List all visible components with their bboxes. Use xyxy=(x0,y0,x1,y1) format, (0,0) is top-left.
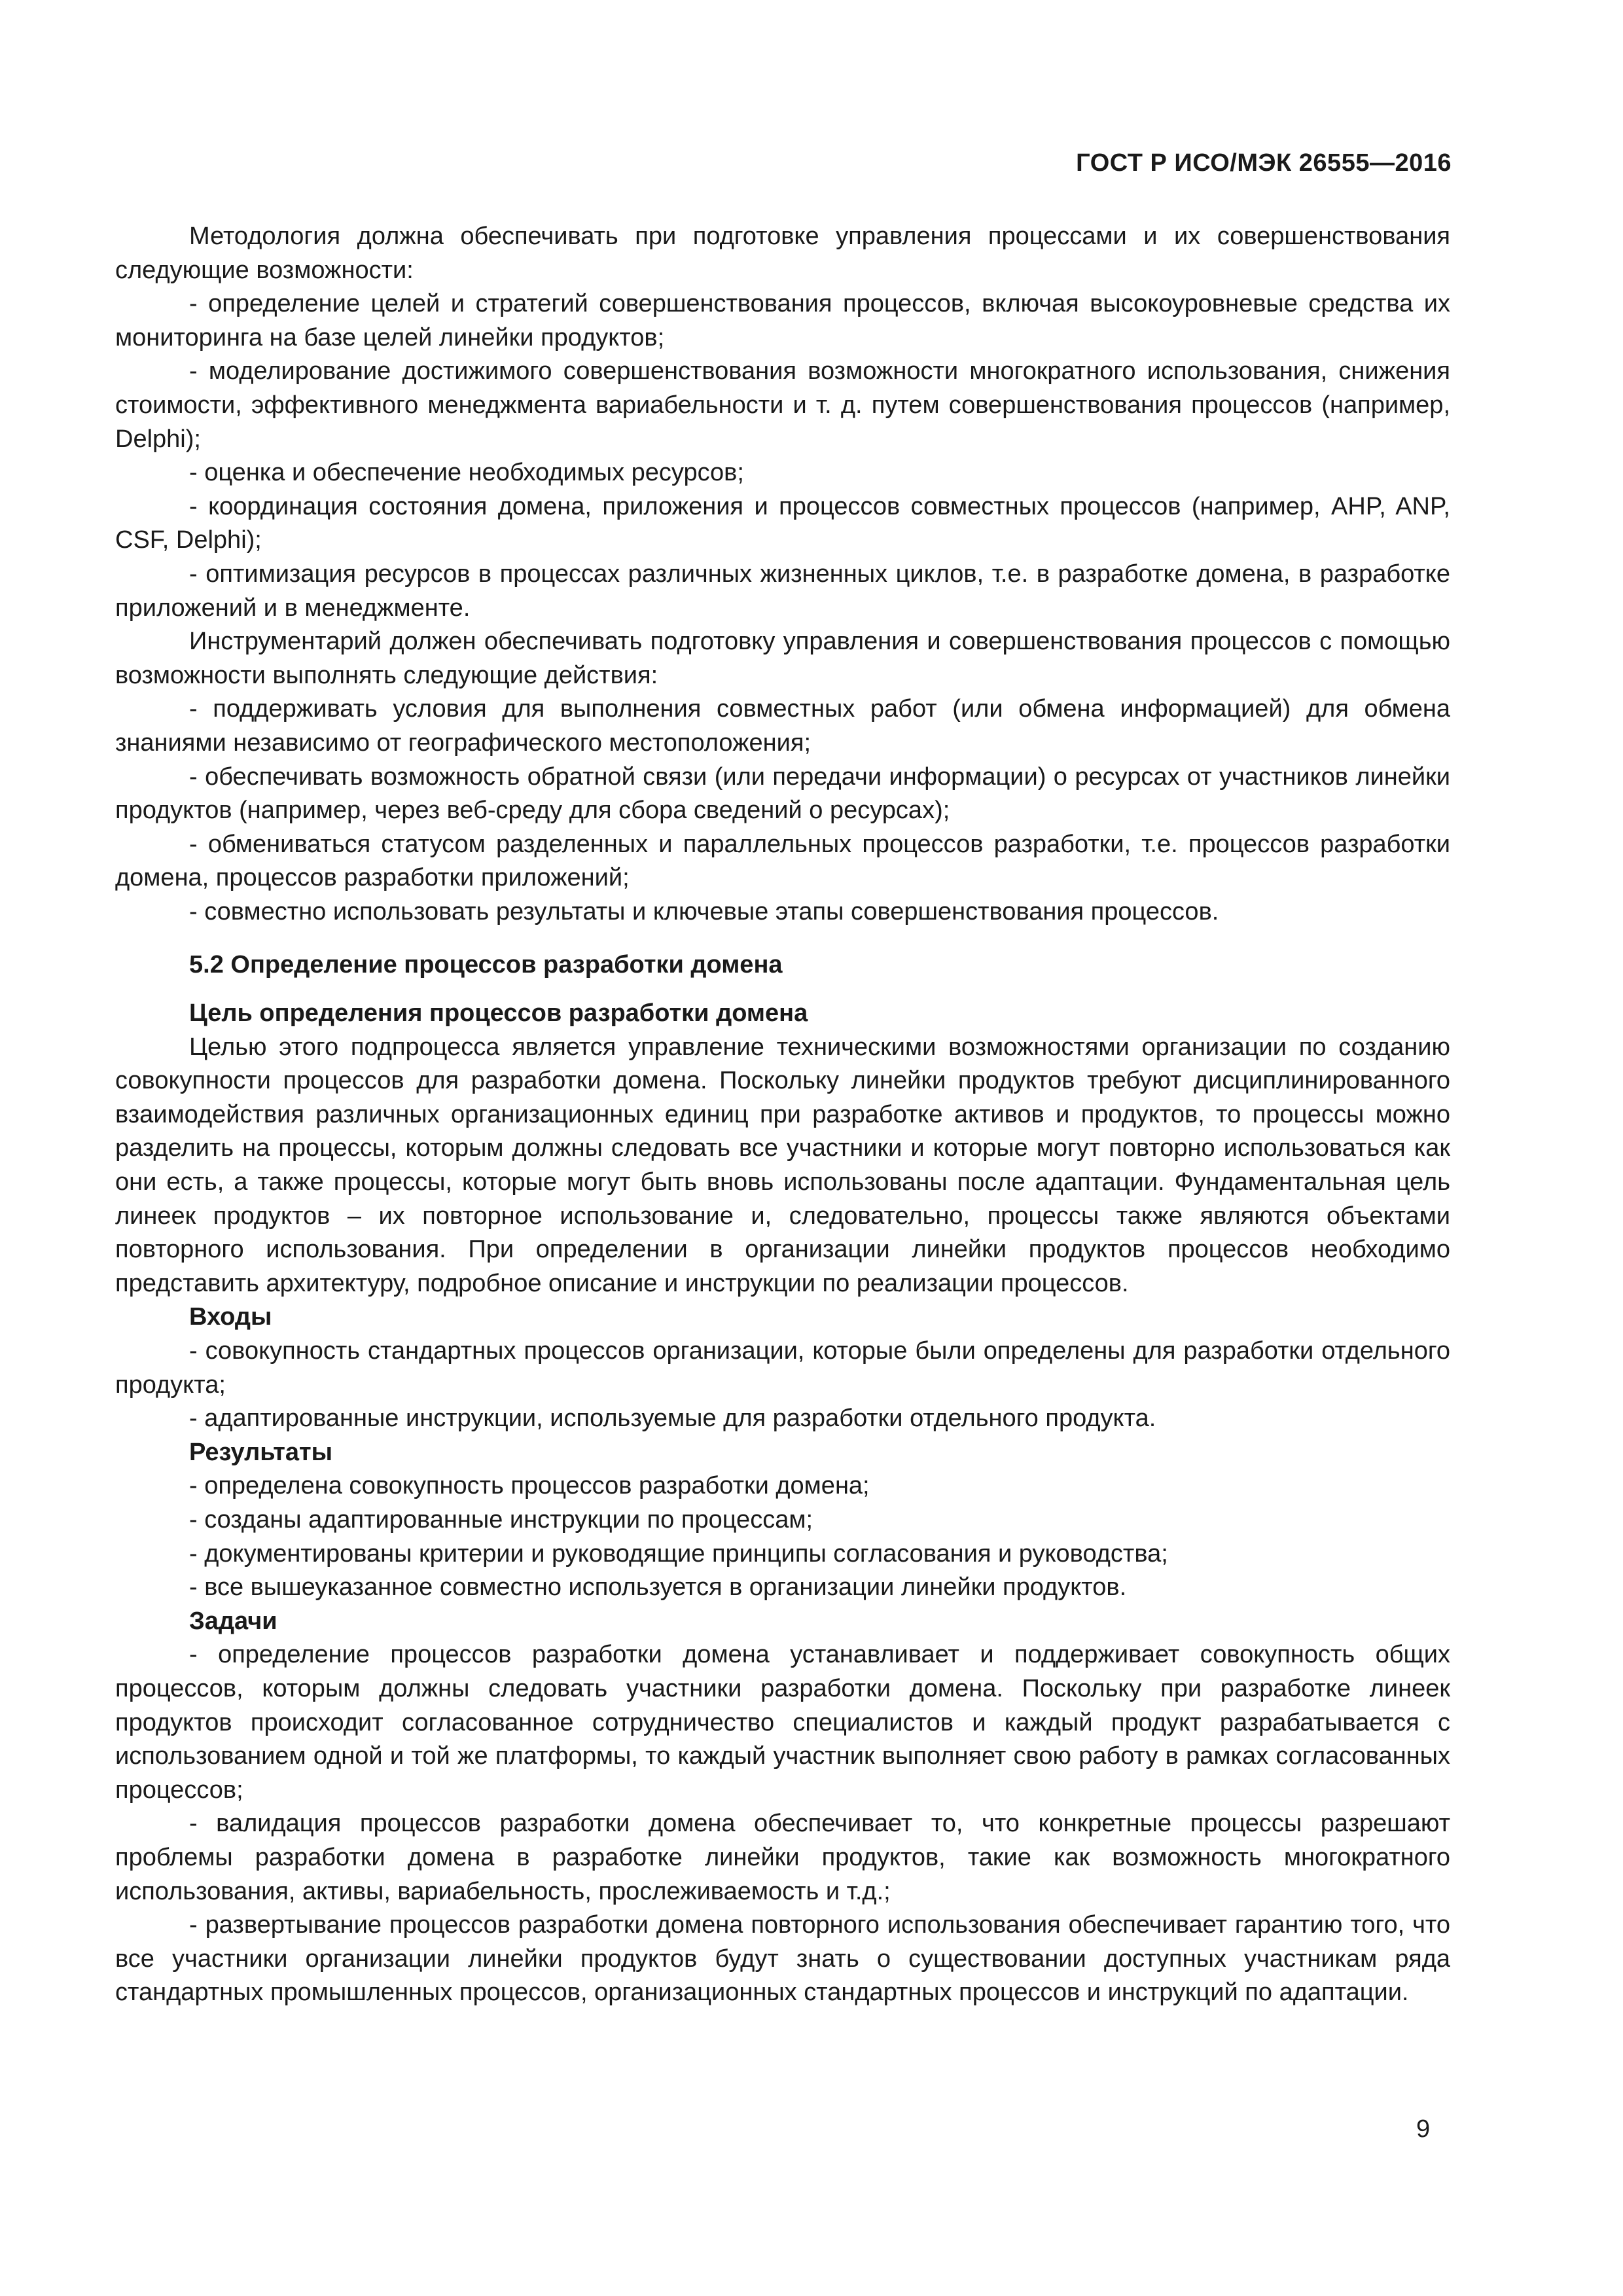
section-title: 5.2 Определение процессов разработки домена xyxy=(189,951,783,979)
purpose-heading: Цель определения процессов разработки домена xyxy=(189,999,808,1028)
intro-list-item: - обмениваться статусом разделенных и параллельных процессов разработки, т.е. процессов разработки домена, процессов разработки приложений; xyxy=(115,830,1450,892)
intro-paragraph: Инструментарий должен обеспечивать подготовку управления и совершенствования процессов с помощью возможности выполнять следующие действия: xyxy=(115,628,1450,689)
intro-list-item: - совместно использовать результаты и ключевые этапы совершенствования процессов. xyxy=(189,897,1219,925)
results-list-item: - документированы критерии и руководящие принципы согласования и руководства; xyxy=(189,1539,1168,1568)
document-body xyxy=(115,220,1450,2010)
tasks-heading: Задачи xyxy=(189,1607,277,1635)
intro-list-item: - оптимизация ресурсов в процессах различных жизненных циклов, т.е. в разработке домена, в разработке приложений и в менеджменте. xyxy=(115,560,1450,622)
intro-list-item: - определение целей и стратегий совершенствования процессов, включая высокоуровневые средства их мониторинга на базе целей линейки продуктов; xyxy=(115,290,1450,351)
results-list-item: - созданы адаптированные инструкции по процессам; xyxy=(189,1505,813,1534)
tasks-list-item: - определение процессов разработки домена устанавливает и поддерживает совокупность общих процессов, которым должны следовать участники разработки домена. Поскольку при разработке линеек продуктов происходит согласованное сотрудничество специалистов и каждый продукт разрабатывается с использованием одной и той же платформы, то каждый участник выполняет свою работу в рамках согласованных процессов; xyxy=(115,1641,1450,1804)
intro-list-item: - оценка и обеспечение необходимых ресурсов; xyxy=(189,459,744,487)
purpose-text: Целью этого подпроцесса является управление техническими возможностями организации по созданию совокупности процессов для разработки домена. Поскольку линейки продуктов требуют дисциплинированного взаимодействия различных организационных единиц при разработке активов и продуктов, то процессы можно разделить на процессы, которым должны следовать все участники и которые могут повторно использоваться как они есть, а также процессы, которые могут быть вновь использованы после адаптации. Фундаментальная цель линеек продуктов – их повторное использование и, следовательно, процессы также являются объектами повторного использования. При определении в организации линейки продуктов процессов необходимо представить архитектуру, подробное описание и инструкции по реализации процессов. xyxy=(115,1033,1450,1297)
page-number: 9 xyxy=(1416,2115,1431,2143)
intro-list-item: - обеспечивать возможность обратной связи (или передачи информации) о ресурсах от участников линейки продуктов (например, через веб-среду для сбора сведений о ресурсах); xyxy=(115,762,1450,825)
document-code-header: ГОСТ Р ИСО/МЭК 26555—2016 xyxy=(1076,149,1452,177)
inputs-heading: Входы xyxy=(189,1303,272,1331)
intro-list-item: - координация состояния домена, приложения и процессов совместных процессов (например, AHP, ANP, CSF, Delphi); xyxy=(115,492,1450,554)
results-list-item: - все вышеуказанное совместно используется в организации линейки продуктов. xyxy=(189,1573,1127,1602)
results-list-item: - определена совокупность процессов разработки домена; xyxy=(189,1472,870,1500)
intro-paragraph: Методология должна обеспечивать при подготовке управления процессами и их совершенствования следующие возможности: xyxy=(115,223,1450,284)
intro-list-item: - моделирование достижимого совершенствования возможности многократного использования, снижения стоимости, эффективного менеджмента вариабельности и т. д. путем совершенствования процессов (например, Delphi); xyxy=(115,357,1450,453)
inputs-list-item: - адаптированные инструкции, используемые для разработки отдельного продукта. xyxy=(189,1405,1156,1433)
results-heading: Результаты xyxy=(189,1438,333,1466)
inputs-list-item: - совокупность стандартных процессов организации, которые были определены для разработки отдельного продукта; xyxy=(115,1337,1450,1399)
intro-list-item: - поддерживать условия для выполнения совместных работ (или обмена информацией) для обмена знаниями независимо от географического местоположения; xyxy=(115,695,1450,757)
tasks-list-item: - развертывание процессов разработки домена повторного использования обеспечивает гарантию того, что все участники организации линейки продуктов будут знать о существовании доступных участникам ряда стандартных промышленных процессов, организационных стандартных процессов и инструкций по адаптации. xyxy=(115,1911,1450,2007)
tasks-list-item: - валидация процессов разработки домена обеспечивает то, что конкретные процессы разрешают проблемы разработки домена в разработке линейки продуктов, такие как возможность многократного использования, активы, вариабельность, прослеживаемость и т.д.; xyxy=(115,1810,1450,1905)
